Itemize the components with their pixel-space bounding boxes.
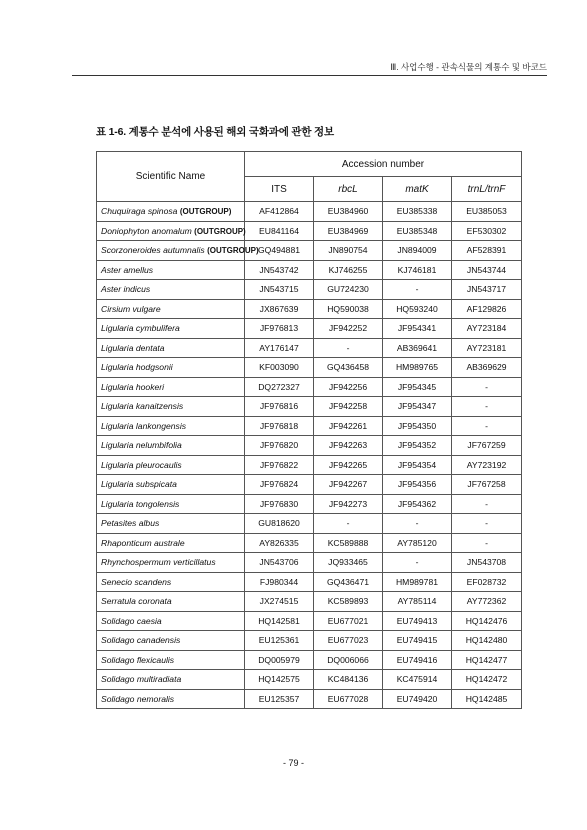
accession-cell-trnl-trnf: HQ142477 bbox=[452, 650, 522, 670]
accession-cell-its: JX274515 bbox=[245, 592, 314, 612]
table-row bbox=[97, 514, 522, 534]
species-name: Solidago nemoralis bbox=[101, 693, 175, 704]
species-name: Ligularia kanaitzensis bbox=[101, 401, 184, 412]
accession-cell-rbcl: EU677023 bbox=[314, 631, 383, 651]
table-row bbox=[97, 553, 522, 573]
table-row bbox=[97, 592, 522, 612]
table-row bbox=[97, 631, 522, 651]
accession-cell-rbcl: JQ933465 bbox=[314, 553, 383, 573]
table-row bbox=[97, 377, 522, 397]
accession-cell-its: EU841164 bbox=[245, 221, 314, 241]
scientific-name-cell bbox=[97, 299, 245, 319]
scientific-name-cell bbox=[97, 358, 245, 378]
species-name: Rhynchospermum verticillatus bbox=[101, 557, 216, 568]
accession-cell-its: KF003090 bbox=[245, 358, 314, 378]
accession-cell-rbcl: JF942252 bbox=[314, 319, 383, 339]
accession-cell-rbcl: GQ436458 bbox=[314, 358, 383, 378]
accession-cell-its: JF976822 bbox=[245, 455, 314, 475]
accession-cell-trnl-trnf: EF530302 bbox=[452, 221, 522, 241]
accession-cell-trnl-trnf: AY723192 bbox=[452, 455, 522, 475]
accession-cell-rbcl: GU724230 bbox=[314, 280, 383, 300]
accession-cell-trnl-trnf: - bbox=[452, 416, 522, 436]
accession-cell-its: DQ272327 bbox=[245, 377, 314, 397]
accession-cell-matk: JF954341 bbox=[383, 319, 452, 339]
header-divider bbox=[72, 75, 547, 76]
accession-table bbox=[96, 151, 522, 709]
table-row bbox=[97, 280, 522, 300]
species-name: Ligularia hookeri bbox=[101, 381, 165, 392]
accession-cell-rbcl: EU384969 bbox=[314, 221, 383, 241]
accession-cell-its: AY176147 bbox=[245, 338, 314, 358]
accession-cell-trnl-trnf: HQ142485 bbox=[452, 689, 522, 709]
accession-cell-trnl-trnf: EU385053 bbox=[452, 202, 522, 222]
accession-cell-matk: EU385348 bbox=[383, 221, 452, 241]
accession-cell-rbcl: JF942261 bbox=[314, 416, 383, 436]
scientific-name-cell bbox=[97, 260, 245, 280]
accession-cell-rbcl: JF942265 bbox=[314, 455, 383, 475]
species-name: Aster indicus bbox=[101, 284, 151, 295]
accession-cell-trnl-trnf: JF767258 bbox=[452, 475, 522, 495]
gene-header-matk: matK bbox=[383, 177, 452, 202]
accession-cell-its: JF976820 bbox=[245, 436, 314, 456]
accession-cell-rbcl: JF942263 bbox=[314, 436, 383, 456]
accession-cell-its: EU125361 bbox=[245, 631, 314, 651]
accession-cell-rbcl: KC589893 bbox=[314, 592, 383, 612]
table-body bbox=[97, 202, 522, 709]
scientific-name-cell bbox=[97, 241, 259, 261]
scientific-name-cell bbox=[97, 436, 245, 456]
accession-cell-trnl-trnf: HQ142476 bbox=[452, 611, 522, 631]
species-name: Ligularia nelumbifolia bbox=[101, 440, 182, 451]
species-name: Ligularia dentata bbox=[101, 342, 165, 353]
scientific-name-cell bbox=[97, 280, 245, 300]
table-row bbox=[97, 436, 522, 456]
accession-cell-matk: AB369641 bbox=[383, 338, 452, 358]
species-name: Ligularia subspicata bbox=[101, 479, 177, 490]
accession-cell-matk: JF954345 bbox=[383, 377, 452, 397]
scientific-name-header: Scientific Name bbox=[97, 152, 245, 202]
accession-cell-its: FJ980344 bbox=[245, 572, 314, 592]
accession-cell-trnl-trnf: HQ142472 bbox=[452, 670, 522, 690]
accession-cell-trnl-trnf: - bbox=[452, 533, 522, 553]
scientific-name-cell bbox=[97, 514, 245, 534]
accession-cell-trnl-trnf: EF028732 bbox=[452, 572, 522, 592]
accession-cell-rbcl: - bbox=[314, 514, 383, 534]
accession-cell-its: GQ494881 bbox=[245, 241, 314, 261]
accession-cell-its: JF976824 bbox=[245, 475, 314, 495]
species-name: Ligularia hodgsonii bbox=[101, 362, 173, 373]
accession-cell-matk: JF954362 bbox=[383, 494, 452, 514]
scientific-name-cell bbox=[97, 650, 245, 670]
species-name: Ligularia lankongensis bbox=[101, 420, 187, 431]
accession-cell-matk: EU749413 bbox=[383, 611, 452, 631]
table-row bbox=[97, 533, 522, 553]
gene-header-its: ITS bbox=[245, 177, 314, 202]
accession-cell-rbcl: JF942258 bbox=[314, 397, 383, 417]
species-name: Serratula coronata bbox=[101, 596, 172, 607]
accession-cell-rbcl: EU677021 bbox=[314, 611, 383, 631]
accession-cell-rbcl: - bbox=[314, 338, 383, 358]
outgroup-label: (OUTGROUP) bbox=[194, 226, 246, 236]
species-name: Senecio scandens bbox=[101, 576, 172, 587]
table-row bbox=[97, 299, 522, 319]
accession-cell-matk: HM989781 bbox=[383, 572, 452, 592]
accession-cell-trnl-trnf: - bbox=[452, 397, 522, 417]
accession-cell-trnl-trnf: AF129826 bbox=[452, 299, 522, 319]
accession-cell-trnl-trnf: AY723181 bbox=[452, 338, 522, 358]
gene-header-rbcl: rbcL bbox=[314, 177, 383, 202]
table-row bbox=[97, 241, 522, 261]
species-name: Cirsium vulgare bbox=[101, 303, 161, 314]
accession-cell-matk: EU749420 bbox=[383, 689, 452, 709]
scientific-name-cell bbox=[97, 572, 245, 592]
accession-cell-trnl-trnf: JN543708 bbox=[452, 553, 522, 573]
accession-cell-rbcl: KC484136 bbox=[314, 670, 383, 690]
accession-cell-its: JF976816 bbox=[245, 397, 314, 417]
accession-cell-rbcl: HQ590038 bbox=[314, 299, 383, 319]
accession-cell-matk: JF954354 bbox=[383, 455, 452, 475]
accession-cell-its: JN543715 bbox=[245, 280, 314, 300]
accession-cell-matk: - bbox=[383, 280, 452, 300]
accession-cell-its: GU818620 bbox=[245, 514, 314, 534]
accession-cell-trnl-trnf: AF528391 bbox=[452, 241, 522, 261]
accession-cell-rbcl: JF942267 bbox=[314, 475, 383, 495]
species-name: Solidago canadensis bbox=[101, 635, 181, 646]
accession-cell-trnl-trnf: AY723184 bbox=[452, 319, 522, 339]
accession-cell-matk: KC475914 bbox=[383, 670, 452, 690]
scientific-name-cell bbox=[97, 533, 245, 553]
accession-cell-matk: AY785120 bbox=[383, 533, 452, 553]
species-name: Rhaponticum australe bbox=[101, 537, 185, 548]
accession-cell-matk: JN894009 bbox=[383, 241, 452, 261]
table-row bbox=[97, 611, 522, 631]
species-name: Ligularia cymbulifera bbox=[101, 323, 180, 334]
accession-cell-its: JF976813 bbox=[245, 319, 314, 339]
accession-cell-matk: HM989765 bbox=[383, 358, 452, 378]
accession-cell-its: JF976830 bbox=[245, 494, 314, 514]
species-name: Chuquiraga spinosa bbox=[101, 206, 178, 217]
species-name: Petasites albus bbox=[101, 518, 160, 529]
accession-cell-rbcl: GQ436471 bbox=[314, 572, 383, 592]
accession-cell-trnl-trnf: - bbox=[452, 514, 522, 534]
table-row bbox=[97, 416, 522, 436]
accession-cell-its: EU125357 bbox=[245, 689, 314, 709]
table-row bbox=[97, 689, 522, 709]
table-row bbox=[97, 572, 522, 592]
table-row bbox=[97, 397, 522, 417]
scientific-name-cell bbox=[97, 377, 245, 397]
accession-cell-rbcl: EU384960 bbox=[314, 202, 383, 222]
accession-cell-trnl-trnf: HQ142480 bbox=[452, 631, 522, 651]
species-name: Solidago caesia bbox=[101, 615, 162, 626]
accession-cell-matk: AY785114 bbox=[383, 592, 452, 612]
scientific-name-cell bbox=[97, 611, 245, 631]
accession-cell-rbcl: JN890754 bbox=[314, 241, 383, 261]
table-row bbox=[97, 475, 522, 495]
accession-cell-matk: JF954356 bbox=[383, 475, 452, 495]
accession-cell-its: JF976818 bbox=[245, 416, 314, 436]
accession-cell-trnl-trnf: - bbox=[452, 377, 522, 397]
accession-cell-its: HQ142575 bbox=[245, 670, 314, 690]
accession-cell-trnl-trnf: JF767259 bbox=[452, 436, 522, 456]
running-header: Ⅲ. 사업수행 - 관속식물의 계통수 및 바코드 bbox=[390, 62, 547, 72]
scientific-name-cell bbox=[97, 689, 245, 709]
table-row bbox=[97, 670, 522, 690]
scientific-name-cell bbox=[97, 475, 245, 495]
accession-cell-matk: JF954347 bbox=[383, 397, 452, 417]
accession-cell-matk: EU385338 bbox=[383, 202, 452, 222]
species-name: Doniophyton anomalum bbox=[101, 225, 192, 236]
table-row bbox=[97, 358, 522, 378]
scientific-name-cell bbox=[97, 397, 245, 417]
table-row bbox=[97, 650, 522, 670]
scientific-name-cell bbox=[97, 592, 245, 612]
species-name: Solidago flexicaulis bbox=[101, 654, 175, 665]
species-name: Scorzoneroides autumnalis bbox=[101, 245, 205, 256]
accession-cell-matk: JF954350 bbox=[383, 416, 452, 436]
table-row bbox=[97, 319, 522, 339]
accession-cell-its: AF412864 bbox=[245, 202, 314, 222]
accession-cell-matk: HQ593240 bbox=[383, 299, 452, 319]
accession-cell-matk: EU749415 bbox=[383, 631, 452, 651]
accession-cell-trnl-trnf: - bbox=[452, 494, 522, 514]
gene-header-trnl-trnf: trnL/trnF bbox=[452, 177, 522, 202]
accession-cell-its: JN543706 bbox=[245, 553, 314, 573]
table-row bbox=[97, 221, 522, 241]
accession-cell-rbcl: KJ746255 bbox=[314, 260, 383, 280]
scientific-name-cell bbox=[97, 338, 245, 358]
table-row bbox=[97, 202, 522, 222]
outgroup-label: (OUTGROUP) bbox=[207, 246, 259, 256]
outgroup-label: (OUTGROUP) bbox=[179, 207, 232, 217]
accession-cell-matk: - bbox=[383, 553, 452, 573]
accession-cell-trnl-trnf: AY772362 bbox=[452, 592, 522, 612]
table-row bbox=[97, 260, 522, 280]
scientific-name-cell bbox=[97, 221, 245, 241]
accession-cell-rbcl: EU677028 bbox=[314, 689, 383, 709]
accession-cell-matk: JF954352 bbox=[383, 436, 452, 456]
accession-cell-rbcl: JF942256 bbox=[314, 377, 383, 397]
scientific-name-cell bbox=[97, 416, 245, 436]
table-row bbox=[97, 494, 522, 514]
accession-cell-its: DQ005979 bbox=[245, 650, 314, 670]
accession-cell-trnl-trnf: AB369629 bbox=[452, 358, 522, 378]
accession-cell-its: AY826335 bbox=[245, 533, 314, 553]
scientific-name-cell bbox=[97, 670, 245, 690]
scientific-name-cell bbox=[97, 202, 245, 222]
accession-cell-trnl-trnf: JN543744 bbox=[452, 260, 522, 280]
scientific-name-cell bbox=[97, 494, 245, 514]
species-name: Solidago multiradiata bbox=[101, 674, 182, 685]
accession-cell-trnl-trnf: JN543717 bbox=[452, 280, 522, 300]
species-name: Aster amellus bbox=[101, 264, 154, 275]
accession-cell-matk: KJ746181 bbox=[383, 260, 452, 280]
species-name: Ligularia tongolensis bbox=[101, 498, 180, 509]
accession-cell-its: JN543742 bbox=[245, 260, 314, 280]
accession-cell-its: JX867639 bbox=[245, 299, 314, 319]
table-row bbox=[97, 338, 522, 358]
accession-cell-rbcl: JF942273 bbox=[314, 494, 383, 514]
scientific-name-cell bbox=[97, 319, 245, 339]
scientific-name-cell bbox=[97, 631, 245, 651]
accession-cell-matk: - bbox=[383, 514, 452, 534]
species-name: Ligularia pleurocaulis bbox=[101, 459, 182, 470]
table-caption: 표 1-6. 계통수 분석에 사용된 해외 국화과에 관한 정보 bbox=[96, 126, 334, 138]
table-row bbox=[97, 455, 522, 475]
accession-cell-rbcl: DQ006066 bbox=[314, 650, 383, 670]
accession-cell-rbcl: KC589888 bbox=[314, 533, 383, 553]
scientific-name-cell bbox=[97, 455, 245, 475]
accession-cell-its: HQ142581 bbox=[245, 611, 314, 631]
accession-cell-matk: EU749416 bbox=[383, 650, 452, 670]
accession-number-header: Accession number bbox=[245, 152, 522, 177]
scientific-name-cell bbox=[97, 553, 245, 573]
page-number: - 79 - bbox=[282, 758, 304, 768]
